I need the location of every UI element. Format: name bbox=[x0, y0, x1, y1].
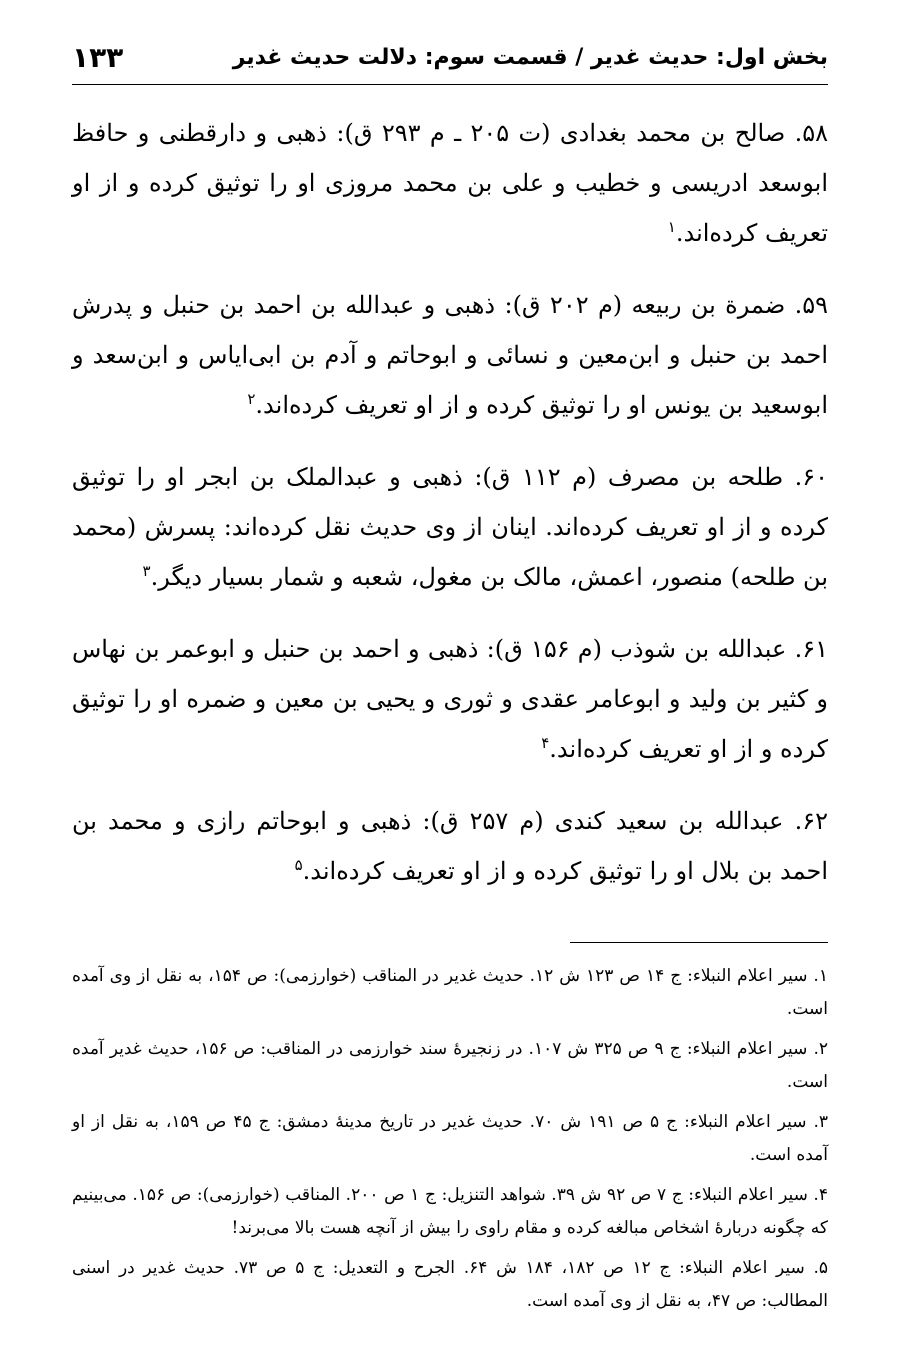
footnote-divider bbox=[570, 942, 828, 943]
biography-entry bbox=[72, 624, 828, 774]
main-text bbox=[72, 108, 828, 918]
page-header bbox=[72, 34, 828, 80]
entry-text: ۵۹. ضمرة بن ربیعه (م ۲۰۲ ق): ذهبی و عبدالله بن احمد بن حنبل و پدرش احمد بن حنبل و ابن‌معین و نسائی و ابوحاتم و آدم بن ابی‌ایاس و ابن‌سعد و ابوسعید بن یونس او را توثیق کرده و از او تعریف کرده‌اند. bbox=[72, 291, 828, 419]
biography-entry bbox=[72, 452, 828, 602]
entry-text: ۶۲. عبدالله بن سعید کندی (م ۲۵۷ ق): ذهبی و ابوحاتم رازی و محمد بن احمد بن بلال او را توثیق کرده و از او تعریف کرده‌اند. bbox=[72, 807, 829, 885]
biography-entry bbox=[72, 280, 828, 430]
page-number: ۱۳۳ bbox=[72, 40, 124, 74]
running-title: بخش اول: حدیث غدیر / قسمت سوم: دلالت حدیث غدیر bbox=[232, 44, 828, 70]
footnote-marker: ۱ bbox=[667, 218, 676, 236]
footnote-marker: ۵ bbox=[294, 856, 303, 874]
footnote: ۳. سیر اعلام النبلاء: ج ۵ ص ۱۹۱ ش ۷۰. حدیث غدیر در تاریخ مدینهٔ دمشق: ج ۴۵ ص ۱۵۹، به نقل از او آمده است. bbox=[72, 1112, 828, 1165]
footnote-marker: ۲ bbox=[247, 390, 256, 408]
footnote: ۲. سیر اعلام النبلاء: ج ۹ ص ۳۲۵ ش ۱۰۷. در زنجیرهٔ سند خوارزمی در المناقب: ص ۱۵۶، حدیث غدیر آمده است. bbox=[72, 1039, 829, 1092]
footnotes bbox=[72, 960, 828, 1325]
entry-text: ۵۸. صالح بن محمد بغدادی (ت ۲۰۵ ـ م ۲۹۳ ق): ذهبی و دارقطنی و حافظ ابوسعد ادریسی و خطیب و علی بن محمد مروزی او را توثیق کرده و از او تعریف کرده‌اند. bbox=[72, 119, 828, 247]
entry-text: ۶۱. عبدالله بن شوذب (م ۱۵۶ ق): ذهبی و احمد بن حنبل و ابوعمر بن نهاس و کثیر بن ولید و ابوعامر عقدی و ثوری و یحیی بن معین و ضمره او را توثیق کرده و از او تعریف کرده‌اند. bbox=[72, 635, 829, 763]
biography-entry bbox=[72, 108, 828, 258]
biography-entry bbox=[72, 796, 828, 896]
footnote: ۵. سیر اعلام النبلاء: ج ۱۲ ص ۱۸۲، ۱۸۴ ش ۶۴. الجرح و التعدیل: ج ۵ ص ۷۳. حدیث غدیر در اسنی المطالب: ص ۴۷، به نقل از وی آمده است. bbox=[72, 1258, 829, 1311]
entry-text: ۶۰. طلحه بن مصرف (م ۱۱۲ ق): ذهبی و عبدالملک بن ابجر او را توثیق کرده و از او تعریف کرده‌اند. اینان از وی حدیث نقل کرده‌اند: پسرش (محمد بن طلحه) منصور، اعمش، مالک بن مغول، شعبه و شمار بسیار دیگر. bbox=[72, 463, 829, 591]
header-divider bbox=[72, 84, 828, 85]
footnote-marker: ۳ bbox=[142, 562, 151, 580]
footnote: ۱. سیر اعلام النبلاء: ج ۱۴ ص ۱۲۳ ش ۱۲. حدیث غدیر در المناقب (خوارزمی): ص ۱۵۴، به نقل از وی آمده است. bbox=[72, 966, 828, 1019]
footnote-marker: ۴ bbox=[541, 734, 550, 752]
footnote: ۴. سیر اعلام النبلاء: ج ۷ ص ۹۲ ش ۳۹. شواهد التنزیل: ج ۱ ص ۲۰۰. المناقب (خوارزمی): ص ۱۵۶. می‌بینیم که چگونه دربارهٔ اشخاص مبالغه کرده و مقام راوی را بیش از آنچه هست بالا می‌برند! bbox=[72, 1185, 828, 1238]
